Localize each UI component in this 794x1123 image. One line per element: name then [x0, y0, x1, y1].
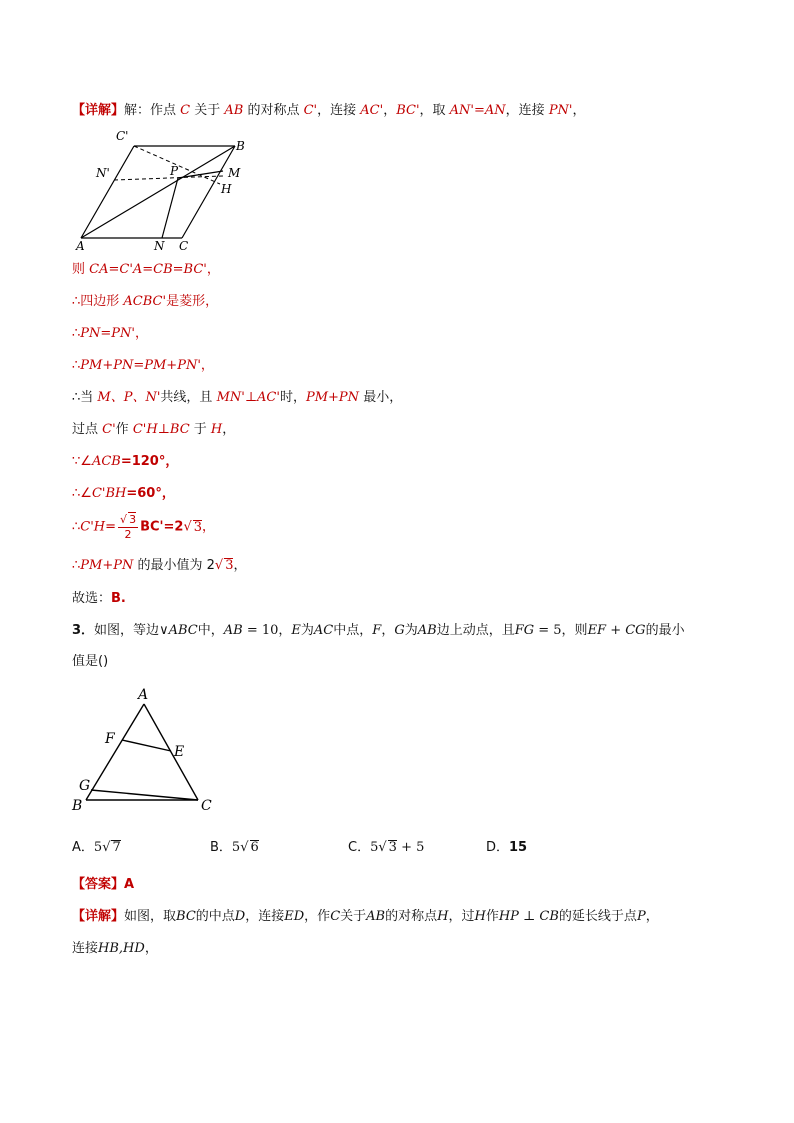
text: ，: [233, 558, 247, 573]
label-b: B: [236, 139, 245, 153]
math: D: [234, 909, 246, 924]
text: ，: [222, 422, 236, 437]
math: M、P、N': [97, 390, 161, 405]
text: 为: [300, 623, 314, 638]
text: 作: [485, 909, 499, 924]
solution-intro: [72, 102, 586, 120]
text: 最小，: [359, 390, 403, 405]
math: ACB: [91, 454, 121, 469]
option-b[interactable]: B．5√ 6: [210, 840, 259, 855]
math: CA=C'A=CB=BC': [89, 262, 207, 277]
detail-line-2: [72, 940, 158, 958]
option-label: A．: [72, 840, 94, 855]
var-c: C: [180, 103, 191, 118]
option-d[interactable]: [486, 839, 527, 857]
var-anp: AN'=AN: [449, 103, 506, 118]
math: ED: [284, 909, 305, 924]
label-a: A: [76, 239, 85, 253]
math: 5: [231, 840, 241, 855]
answer-letter: B.: [111, 591, 126, 606]
text: ∴: [72, 326, 81, 341]
math: AB: [366, 909, 386, 924]
intro-text: 关于: [190, 103, 225, 118]
text: ，: [202, 519, 216, 535]
text: 的最小: [645, 623, 685, 638]
math: HB,HD: [98, 941, 145, 956]
intro-text: ，连接: [317, 103, 361, 118]
text: BC'=2: [140, 519, 184, 535]
solution-line-10: ∴PM+PN 的最小值为 2√ 3，: [72, 558, 247, 573]
text: 共线，且: [160, 390, 217, 405]
text: 的对称点: [385, 909, 438, 924]
text: 故选：: [72, 591, 112, 606]
text: 的最小值为 2: [133, 558, 215, 573]
answer-value: A: [124, 877, 135, 892]
text: =: [105, 519, 117, 535]
text: ，则: [561, 623, 588, 638]
math: H: [210, 422, 223, 437]
text: ∵∠: [72, 454, 92, 469]
text: 是菱形，: [166, 294, 219, 309]
text: ，作: [304, 909, 331, 924]
text: ∴: [72, 558, 81, 573]
label-h: H: [221, 182, 232, 196]
text: ∴: [72, 519, 81, 535]
question-3-line-1: [72, 622, 685, 640]
math: = 5: [534, 623, 562, 638]
math: = 10: [242, 623, 279, 638]
label-f: F: [105, 731, 115, 747]
label-cp: C': [116, 129, 129, 143]
intro-text: ，取: [419, 103, 450, 118]
label-c: C: [201, 798, 212, 814]
fraction-sqrt3-over-2: $\frac{√ 3}{2}$: [120, 513, 137, 541]
var-cp: C': [303, 103, 318, 118]
label-np: N': [96, 166, 110, 180]
math: H: [474, 909, 486, 924]
label-c: C: [179, 239, 189, 253]
answer-line: [72, 876, 134, 894]
text: ，: [200, 358, 214, 373]
math: FG: [514, 623, 535, 638]
detail-tag: 【详解】: [72, 103, 125, 118]
text: ，: [206, 262, 220, 277]
option-label: D．: [486, 840, 510, 855]
solution-line-9: ∴C'H= $\frac{√ 3}{2}$ BC'=2√ 3，: [72, 513, 216, 541]
math: AB: [223, 623, 243, 638]
math: P: [636, 909, 646, 924]
text: =120°，: [120, 454, 179, 469]
math: EF + CG: [587, 623, 646, 638]
math: 6: [250, 840, 259, 855]
math: AB: [417, 623, 437, 638]
text: 关于: [340, 909, 367, 924]
label-b: B: [72, 798, 83, 814]
math: ∨ABC: [159, 623, 198, 638]
text: ∴∠: [72, 486, 92, 501]
text: 作: [115, 422, 133, 437]
text: 为: [404, 623, 418, 638]
text: ，过: [448, 909, 475, 924]
label-g: G: [79, 778, 91, 794]
question-number: 3．: [72, 623, 95, 638]
math: C'H⊥BC: [132, 422, 190, 437]
text: ，连接: [245, 909, 285, 924]
text: ，: [135, 326, 149, 341]
var-ab: AB: [224, 103, 244, 118]
math: C: [330, 909, 341, 924]
text: ∴: [72, 358, 81, 373]
math: MN'⊥AC': [216, 390, 280, 405]
solution-line-5: [72, 389, 402, 407]
text: ∴当: [72, 390, 98, 405]
text: 于: [189, 422, 211, 437]
text: 边上动点，且: [436, 623, 515, 638]
text: ，: [381, 623, 395, 638]
math: F: [372, 623, 382, 638]
text: 的延长线于点: [558, 909, 637, 924]
var-bcp: BC': [396, 103, 420, 118]
answer-tag: 【答案】: [72, 877, 125, 892]
solution-line-1: [72, 261, 220, 279]
math: G: [394, 623, 405, 638]
text: 如图，等边: [94, 623, 160, 638]
text: 连接: [72, 941, 99, 956]
math: HP ⊥ CB: [498, 909, 559, 924]
solution-line-2: [72, 293, 218, 311]
solution-line-4: [72, 357, 214, 375]
math: C'BH: [91, 486, 127, 501]
math: 3: [225, 558, 234, 573]
math: ACBC': [123, 294, 167, 309]
math: PN=PN': [80, 326, 135, 341]
label-p: P: [170, 164, 179, 178]
text: =60°，: [126, 486, 175, 501]
intro-text: ，连接: [505, 103, 549, 118]
math: BC: [176, 909, 196, 924]
text: 如图，取: [124, 909, 177, 924]
label-e: E: [174, 744, 185, 760]
label-n: N: [154, 239, 165, 253]
math: 2: [124, 528, 132, 541]
text: ，: [278, 623, 292, 638]
var-acp: AC': [360, 103, 384, 118]
detail-line-1: [72, 908, 659, 926]
math: E: [291, 623, 301, 638]
math: 5: [370, 840, 379, 855]
question-3-line-2: 值是(): [72, 654, 109, 669]
math: AC: [313, 623, 334, 638]
text: 中，: [197, 623, 224, 638]
text: ∴四边形: [72, 294, 124, 309]
var-pnp: PN': [548, 103, 573, 118]
option-a[interactable]: A．5√ 7: [72, 840, 121, 855]
intro-text: 的对称点: [243, 103, 304, 118]
option-label: B．: [210, 840, 232, 855]
math: 15: [509, 840, 528, 855]
math: H: [437, 909, 449, 924]
text: ，: [645, 909, 659, 924]
text: 的中点: [195, 909, 235, 924]
math: 3: [193, 519, 203, 535]
solution-line-8: [72, 485, 175, 503]
math: C': [102, 422, 116, 437]
label-m: M: [228, 166, 241, 180]
intro-text: 解：作点: [124, 103, 181, 118]
text: 过点: [72, 422, 103, 437]
option-c[interactable]: C．5√ 3 + 5: [348, 840, 425, 855]
solution-line-11: [72, 590, 126, 608]
math: C'H: [80, 519, 106, 535]
solution-line-3: [72, 325, 148, 343]
triangle-figure: [70, 684, 220, 818]
math: 7: [112, 840, 121, 855]
label-a: A: [138, 687, 149, 703]
math: PM+PN=PM+PN': [80, 358, 201, 373]
math: 3: [388, 840, 397, 855]
detail-tag: 【详解】: [72, 909, 125, 924]
intro-text: ，: [383, 103, 397, 118]
text: ，: [144, 941, 158, 956]
math: + 5: [396, 840, 425, 855]
solution-line-7: [72, 453, 178, 471]
text: 时，: [279, 390, 306, 405]
math: 5: [93, 840, 103, 855]
text: 则: [72, 262, 90, 277]
math: PM+PN: [305, 390, 360, 405]
text: 中点，: [333, 623, 373, 638]
intro-text: ，: [572, 103, 586, 118]
math: 3: [129, 513, 137, 526]
math: PM+PN: [80, 558, 134, 573]
rhombus-figure: [70, 126, 260, 256]
option-label: C．: [348, 840, 371, 855]
solution-line-6: [72, 421, 235, 439]
